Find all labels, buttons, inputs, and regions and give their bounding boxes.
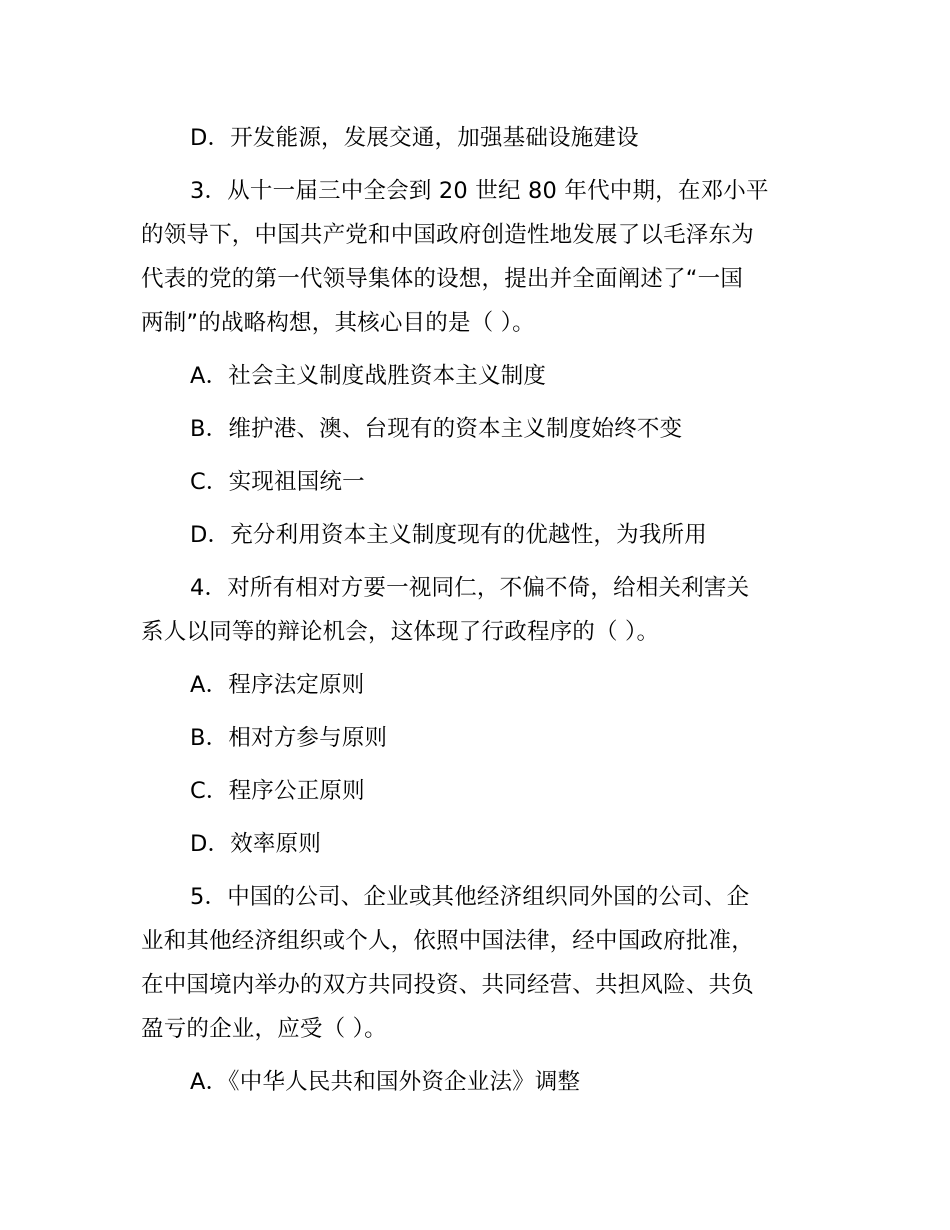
q3-option-a xyxy=(141,354,816,398)
q4-option-a-text: A．程序法定原则 xyxy=(190,672,365,698)
question-3 xyxy=(141,169,816,345)
q3-option-a-text: A．社会主义制度战胜资本主义制度 xyxy=(190,363,547,389)
q4-option-d xyxy=(141,822,816,866)
q4-line-1: 4．对所有相对方要一视同仁，不偏不倚，给相关利害关 xyxy=(190,575,750,601)
q4-option-b xyxy=(141,716,816,760)
q4-option-a xyxy=(141,663,816,707)
q4-line-2: 系人以同等的辩论机会，这体现了行政程序的（ ）。 xyxy=(141,619,660,645)
q5-line-2: 业和其他经济组织或个人，依照中国法律，经中国政府批准， xyxy=(141,928,754,954)
q2-option-d-text: D．开发能源，发展交通，加强基础设施建设 xyxy=(190,125,639,151)
q3-option-d-text: D．充分利用资本主义制度现有的优越性，为我所用 xyxy=(190,522,707,548)
question-4 xyxy=(141,566,816,654)
q5-option-a-text: A．《中华人民共和国外资企业法》调整 xyxy=(190,1069,581,1095)
q5-line-3: 在中国境内举办的双方共同投资、共同经营、共担风险、共负 xyxy=(141,972,754,998)
q3-option-b xyxy=(141,407,816,451)
document-body xyxy=(141,116,816,1104)
q5-line-1: 5．中国的公司、企业或其他经济组织同外国的公司、企 xyxy=(190,884,750,910)
q5-option-a xyxy=(141,1060,816,1104)
q3-option-c-text: C．实现祖国统一 xyxy=(190,469,365,495)
q3-option-c xyxy=(141,460,816,504)
q2-option-d xyxy=(141,116,816,160)
q4-option-b-text: B．相对方参与原则 xyxy=(190,725,388,751)
q3-line-3: 代表的党的第一代领导集体的设想，提出并全面阐述了“一国 xyxy=(141,266,744,292)
q3-line-1: 3．从十一届三中全会到 20 世纪 80 年代中期，在邓小平 xyxy=(190,178,769,204)
q5-line-4: 盈亏的企业，应受（ ）。 xyxy=(141,1016,387,1042)
question-5 xyxy=(141,875,816,1051)
q4-option-d-text: D．效率原则 xyxy=(190,831,322,857)
q3-option-b-text: B．维护港、澳、台现有的资本主义制度始终不变 xyxy=(190,416,683,442)
q3-line-2: 的领导下，中国共产党和中国政府创造性地发展了以毛泽东为 xyxy=(141,222,754,248)
q4-option-c-text: C．程序公正原则 xyxy=(190,778,365,804)
q3-option-d xyxy=(141,513,816,557)
q4-option-c xyxy=(141,769,816,813)
q3-line-4: 两制”的战略构想，其核心目的是（ ）。 xyxy=(141,310,535,336)
